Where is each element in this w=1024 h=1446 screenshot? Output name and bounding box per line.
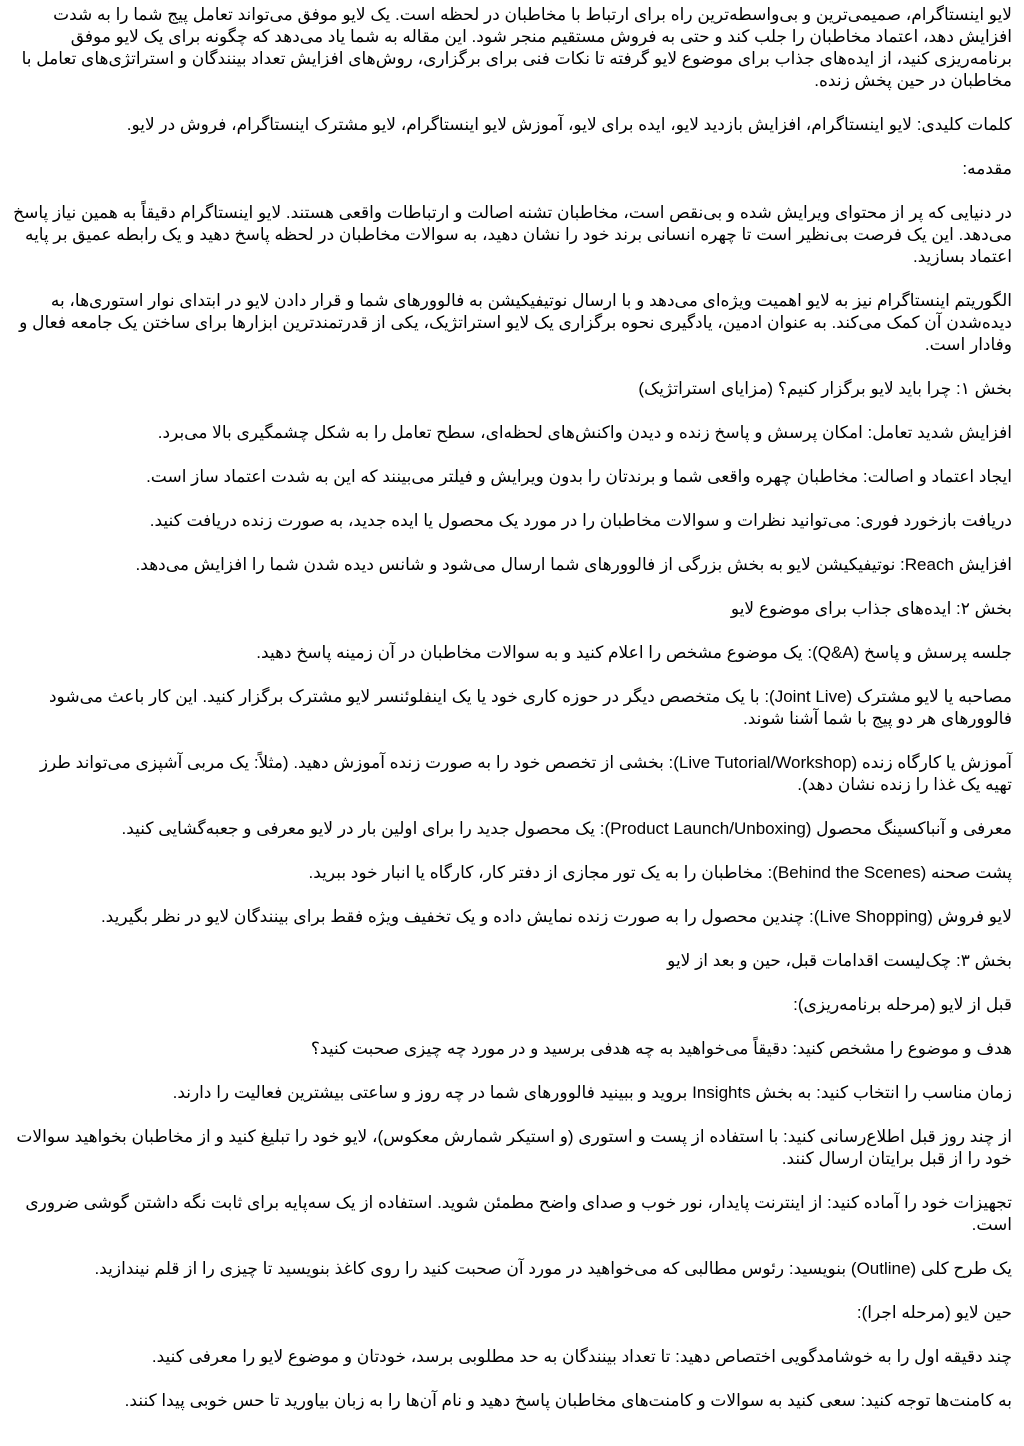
section-3-heading: بخش ۳: چک‌لیست اقدامات قبل، حین و بعد از لایو bbox=[667, 951, 1012, 970]
section-2-item-qa: جلسه پرسش و پاسخ (Q&A): یک موضوع مشخص را اعلام کنید و به سوالات مخاطبان در آن زمینه پاسخ دهید. bbox=[256, 643, 1012, 662]
section-2-item-joint-live: مصاحبه یا لایو مشترک (Joint Live): با یک متخصص دیگر در حوزه کاری خود یا یک اینفلوئنسر لایو مشترک برگزار کنید. این کار باعث می‌شود فالوورهای هر دو پیج با شما آشنا شوند. bbox=[48, 687, 1012, 728]
section-2-item-product-launch: معرفی و آنباکسینگ محصول (Product Launch/Unboxing): یک محصول جدید را برای اولین بار در لایو معرفی و جعبه‌گشایی کنید. bbox=[121, 819, 1012, 838]
during-live-item-comments: به کامنت‌ها توجه کنید: سعی کنید به سوالات و کامنت‌های مخاطبان پاسخ دهید و نام آن‌ها را به زبان بیاورید تا حس خوبی پیدا کنند. bbox=[124, 1391, 1012, 1410]
introduction-heading: مقدمه: bbox=[962, 159, 1012, 178]
section-1-item-reach: افزایش Reach: نوتیفیکیشن لایو به بخش بزرگی از فالوورهای شما ارسال می‌شود و شانس دیده شدن شما را افزایش می‌دهد. bbox=[135, 555, 1012, 574]
during-live-heading: حین لایو (مرحله اجرا): bbox=[856, 1303, 1012, 1322]
introduction-paragraph-1: در دنیایی که پر از محتوای ویرایش شده و بی‌نقص است، مخاطبان تشنه اصالت و ارتباطات واقعی هستند. لایو اینستاگرام دقیقاً به همین نیاز پاسخ می‌دهد. این یک فرصت بی‌نظیر است تا چهره انسانی برند خود را نشان دهید، به سوالات مخاطبان در لحظه پاسخ دهید و یک رابطه عمیق بر پایه اعتماد بسازید. bbox=[13, 203, 1012, 266]
section-1-item-trust: ایجاد اعتماد و اصالت: مخاطبان چهره واقعی شما و برندتان را بدون ویرایش و فیلتر می‌بینند که این به شدت اعتماد ساز است. bbox=[146, 467, 1012, 486]
section-1-heading: بخش ۱: چرا باید لایو برگزار کنیم؟ (مزایای استراتژیک) bbox=[638, 379, 1012, 398]
intro-paragraph: لایو اینستاگرام، صمیمی‌ترین و بی‌واسطه‌ترین راه برای ارتباط با مخاطبان در لحظه است. یک لایو موفق می‌تواند تعامل پیج شما را به شدت افزایش دهد، اعتماد مخاطبان را جلب کند و حتی به فروش مستقیم منجر شود. این مقاله به شما یاد می‌دهد که چگونه برای یک لایو موفق برنامه‌ریزی کنید، از ایده‌های جذاب برای موضوع لایو گرفته تا نکات فنی برای برگزاری، روش‌های افزایش تعداد بینندگان و استراتژی‌های تعامل با مخاطبان در حین پخش زنده. bbox=[21, 5, 1012, 90]
before-live-item-timing: زمان مناسب را انتخاب کنید: به بخش Insights بروید و ببینید فالوورهای شما در چه روز و ساعتی بیشترین فعالیت را دارند. bbox=[172, 1083, 1012, 1102]
introduction-paragraph-2: الگوریتم اینستاگرام نیز به لایو اهمیت ویژه‌ای می‌دهد و با ارسال نوتیفیکیشن به فالوورهای شما و قرار دادن لایو در ابتدای نوار استوری‌ها، به دیده‌شدن آن کمک می‌کند. به عنوان ادمین، یادگیری نحوه برگزاری یک لایو استراتژیک، یکی از قدرتمندترین ابزارها برای ساختن یک جامعه فعال و وفادار است. bbox=[19, 291, 1012, 354]
during-live-item-welcome: چند دقیقه اول را به خوشامدگویی اختصاص دهید: تا تعداد بینندگان به حد مطلوبی برسد، خودتان و موضوع لایو را معرفی کنید. bbox=[151, 1347, 1012, 1366]
before-live-item-equipment: تجهیزات خود را آماده کنید: از اینترنت پایدار، نور خوب و صدای واضح مطمئن شوید. استفاده از یک سه‌پایه برای ثابت نگه داشتن گوشی ضروری است. bbox=[25, 1193, 1012, 1234]
section-2-heading: بخش ۲: ایده‌های جذاب برای موضوع لایو bbox=[730, 599, 1012, 618]
section-1-item-engagement: افزایش شدید تعامل: امکان پرسش و پاسخ زنده و دیدن واکنش‌های لحظه‌ای، سطح تعامل را به شکل چشمگیری بالا می‌برد. bbox=[157, 423, 1012, 442]
before-live-item-goal: هدف و موضوع را مشخص کنید: دقیقاً می‌خواهید به چه هدفی برسید و در مورد چه چیزی صحبت کنید؟ bbox=[310, 1039, 1012, 1058]
keywords-paragraph: کلمات کلیدی: لایو اینستاگرام، افزایش بازدید لایو، ایده برای لایو، آموزش لایو اینستاگرام، لایو مشترک اینستاگرام، فروش در لایو. bbox=[126, 115, 1012, 134]
section-1-item-feedback: دریافت بازخورد فوری: می‌توانید نظرات و سوالات مخاطبان را در مورد یک محصول یا ایده جدید، به صورت زنده دریافت کنید. bbox=[149, 511, 1012, 530]
section-2-item-live-shopping: لایو فروش (Live Shopping): چندین محصول را به صورت زنده نمایش داده و یک تخفیف ویژه فقط برای بینندگان لایو در نظر بگیرید. bbox=[100, 907, 1012, 926]
section-2-item-tutorial: آموزش یا کارگاه زنده (Live Tutorial/Workshop): بخشی از تخصص خود را به صورت زنده آموزش دهید. (مثلاً: یک مربی آشپزی می‌تواند طرز تهیه یک غذا را زنده نشان دهد). bbox=[39, 753, 1012, 794]
before-live-heading: قبل از لایو (مرحله برنامه‌ریزی): bbox=[793, 995, 1012, 1014]
before-live-item-outline: یک طرح کلی (Outline) بنویسید: رئوس مطالبی که می‌خواهید در مورد آن صحبت کنید را روی کاغذ بنویسید تا چیزی را از قلم نیندازید. bbox=[94, 1259, 1012, 1278]
before-live-item-announce: از چند روز قبل اطلاع‌رسانی کنید: با استفاده از پست و استوری (و استیکر شمارش معکوس)، لایو خود را تبلیغ کنید و از مخاطبان بخواهید سوالات خود را از قبل برایتان ارسال کنند. bbox=[16, 1127, 1012, 1168]
section-2-item-behind-scenes: پشت صحنه (Behind the Scenes): مخاطبان را به یک تور مجازی از دفتر کار، کارگاه یا انبار خود ببرید. bbox=[308, 863, 1012, 882]
